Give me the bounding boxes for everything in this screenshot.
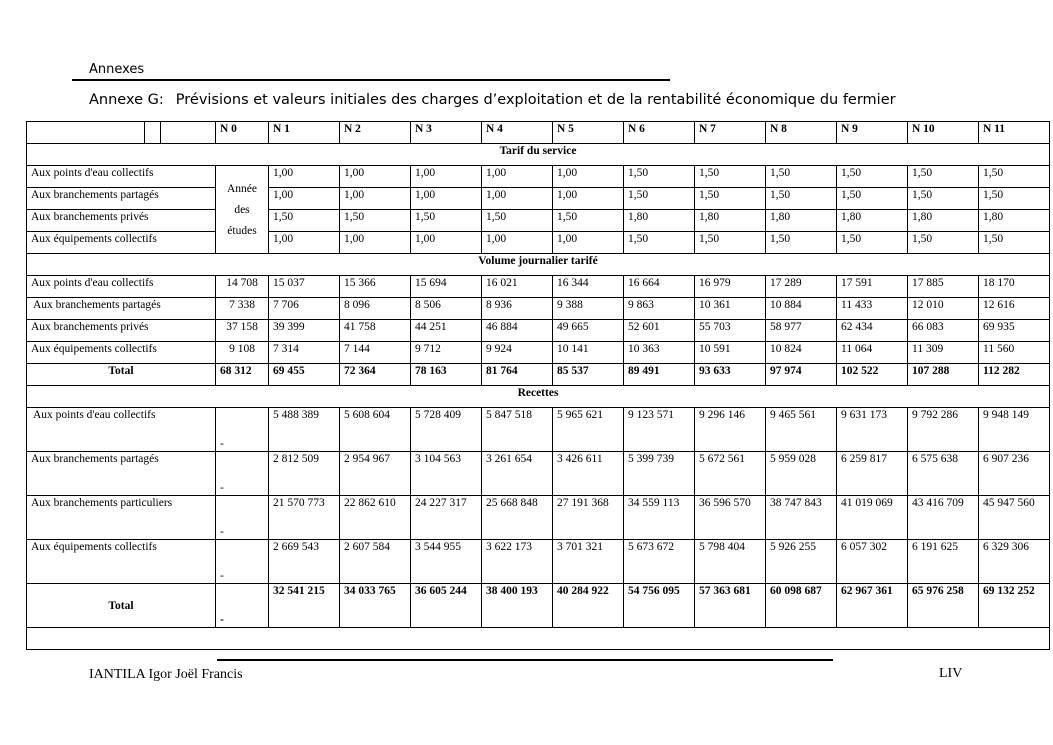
table-cell: 1,00 <box>553 188 624 210</box>
total-cell: 102 522 <box>837 364 908 386</box>
table-cell: 10 824 <box>766 342 837 364</box>
total-label: Total <box>27 364 216 386</box>
table-cell: 37 158 <box>216 320 269 342</box>
year-header-cell: N 2 <box>340 122 411 144</box>
table-cell: 1,80 <box>908 210 979 232</box>
total-cell: 68 312 <box>216 364 269 386</box>
table-cell: 15 037 <box>269 276 340 298</box>
table-row <box>27 342 1050 364</box>
table-cell: 27 191 368 <box>553 496 624 540</box>
table-cell: 10 361 <box>695 298 766 320</box>
table-cell: 1,80 <box>624 210 695 232</box>
table-cell: 17 591 <box>837 276 908 298</box>
table-cell: 9 792 286 <box>908 408 979 452</box>
table-cell: 1,50 <box>908 166 979 188</box>
table-cell: 1,00 <box>340 166 411 188</box>
table-cell: 8 506 <box>411 298 482 320</box>
study-year-line: Année <box>226 182 257 195</box>
study-year-line: des <box>234 203 250 216</box>
table-cell: 9 108 <box>216 342 269 364</box>
table-cell: 1,80 <box>837 210 908 232</box>
row-label: Aux points d'eau collectifs <box>27 408 216 452</box>
table-cell: 55 703 <box>695 320 766 342</box>
table-row <box>27 408 1050 452</box>
year-header-cell: N 1 <box>269 122 340 144</box>
row-label: Aux équipements collectifs <box>27 540 216 584</box>
row-label: Aux branchements partagés <box>27 298 216 320</box>
table-cell: 1,50 <box>269 210 340 232</box>
table-cell: 17 289 <box>766 276 837 298</box>
total-cell: 40 284 922 <box>553 584 624 628</box>
section-heading-volume: Volume journalier tarifé <box>27 254 1050 276</box>
table-cell: 49 665 <box>553 320 624 342</box>
table-cell: 3 426 611 <box>553 452 624 496</box>
table-cell: 6 575 638 <box>908 452 979 496</box>
table-cell: 1,50 <box>766 166 837 188</box>
table-cell: 1,50 <box>837 232 908 254</box>
table-cell: 11 560 <box>979 342 1050 364</box>
total-cell: 112 282 <box>979 364 1050 386</box>
header-blank-cell <box>27 122 145 144</box>
table-cell: 9 465 561 <box>766 408 837 452</box>
table-cell: 36 596 570 <box>695 496 766 540</box>
annex-title-text: Prévisions et valeurs initiales des charges d’exploitation et de la rentabilité économique du fermier <box>175 92 896 108</box>
total-row-recettes <box>27 584 1050 628</box>
table-cell: 66 083 <box>908 320 979 342</box>
table-cell: 1,00 <box>340 232 411 254</box>
table-cell: 1,80 <box>766 210 837 232</box>
header-blank-cell <box>161 122 216 144</box>
table-cell: 1,00 <box>269 232 340 254</box>
table-cell: 1,50 <box>979 166 1050 188</box>
table-cell: 41 019 069 <box>837 496 908 540</box>
table-cell: 3 622 173 <box>482 540 553 584</box>
table-cell: 1,00 <box>269 166 340 188</box>
table-cell: 6 057 302 <box>837 540 908 584</box>
table-row <box>27 298 1050 320</box>
table-cell: 21 570 773 <box>269 496 340 540</box>
year-header-cell: N 8 <box>766 122 837 144</box>
table-cell: 15 366 <box>340 276 411 298</box>
table-cell: 2 812 509 <box>269 452 340 496</box>
table-cell: 15 694 <box>411 276 482 298</box>
annex-title-label: Annexe G: <box>89 92 164 108</box>
table-cell: - <box>216 496 269 540</box>
table-cell: 2 954 967 <box>340 452 411 496</box>
study-year-line: études <box>227 224 257 237</box>
row-label: Aux branchements particuliers <box>27 496 216 540</box>
table-cell: 34 559 113 <box>624 496 695 540</box>
table-cell: 1,50 <box>837 166 908 188</box>
total-cell: 57 363 681 <box>695 584 766 628</box>
year-header-cell: N 7 <box>695 122 766 144</box>
table-cell: 69 935 <box>979 320 1050 342</box>
page-number: LIV <box>939 666 963 681</box>
table-cell: 10 591 <box>695 342 766 364</box>
total-cell: 69 132 252 <box>979 584 1050 628</box>
table-row <box>27 496 1050 540</box>
table-cell: 5 672 561 <box>695 452 766 496</box>
empty-row <box>27 628 1050 650</box>
table-cell: 8 096 <box>340 298 411 320</box>
table-cell: 12 616 <box>979 298 1050 320</box>
table-cell: 62 434 <box>837 320 908 342</box>
table-cell: 1,50 <box>624 188 695 210</box>
table-cell: 9 123 571 <box>624 408 695 452</box>
table-cell: 1,50 <box>908 188 979 210</box>
table-row <box>27 540 1050 584</box>
row-label: Aux branchements partagés <box>27 452 216 496</box>
table-cell: 10 141 <box>553 342 624 364</box>
table-cell: 1,50 <box>340 210 411 232</box>
table-cell: 1,50 <box>695 166 766 188</box>
year-header-cell: N 9 <box>837 122 908 144</box>
table-cell: 7 144 <box>340 342 411 364</box>
table-cell: 2 669 543 <box>269 540 340 584</box>
table-cell: 5 399 739 <box>624 452 695 496</box>
table-cell: 6 259 817 <box>837 452 908 496</box>
total-cell: 38 400 193 <box>482 584 553 628</box>
table-cell: 11 064 <box>837 342 908 364</box>
table-cell: 1,50 <box>553 210 624 232</box>
table-cell: 1,50 <box>624 166 695 188</box>
table-cell: 9 388 <box>553 298 624 320</box>
table-cell: 5 965 621 <box>553 408 624 452</box>
table-cell: 5 608 604 <box>340 408 411 452</box>
table-cell: 7 314 <box>269 342 340 364</box>
table-cell: 3 701 321 <box>553 540 624 584</box>
section-heading-recettes: Recettes <box>27 386 1050 408</box>
year-header-cell: N 5 <box>553 122 624 144</box>
total-cell: 62 967 361 <box>837 584 908 628</box>
table-cell: 41 758 <box>340 320 411 342</box>
table-cell: 10 363 <box>624 342 695 364</box>
table-cell: 1,50 <box>411 210 482 232</box>
total-cell: 81 764 <box>482 364 553 386</box>
table-cell: 44 251 <box>411 320 482 342</box>
section-heading-tarif: Tarif du service <box>27 144 1050 166</box>
total-cell: 78 163 <box>411 364 482 386</box>
header-rule <box>72 79 670 81</box>
table-row <box>27 232 1050 254</box>
table-cell: 1,00 <box>482 166 553 188</box>
table-cell: 1,00 <box>269 188 340 210</box>
table-cell: - <box>216 408 269 452</box>
table-cell: 1,50 <box>482 210 553 232</box>
table-row <box>27 188 1050 210</box>
table-cell: 18 170 <box>979 276 1050 298</box>
table-cell: 5 959 028 <box>766 452 837 496</box>
table-cell: 8 936 <box>482 298 553 320</box>
year-header-cell: N 3 <box>411 122 482 144</box>
total-cell: 69 455 <box>269 364 340 386</box>
table-cell: 1,00 <box>340 188 411 210</box>
total-cell: 85 537 <box>553 364 624 386</box>
table-cell: 1,50 <box>766 188 837 210</box>
year-header-cell: N 10 <box>908 122 979 144</box>
table-cell: 1,50 <box>979 188 1050 210</box>
table-cell: 9 924 <box>482 342 553 364</box>
table-cell: 9 863 <box>624 298 695 320</box>
table-cell: 16 979 <box>695 276 766 298</box>
table-cell: 16 344 <box>553 276 624 298</box>
table-cell: 5 926 255 <box>766 540 837 584</box>
table-cell: 1,80 <box>979 210 1050 232</box>
table-cell: 1,50 <box>766 232 837 254</box>
table-cell: 7 338 <box>216 298 269 320</box>
table-cell: 11 309 <box>908 342 979 364</box>
table-cell: 9 712 <box>411 342 482 364</box>
table-cell: 9 296 146 <box>695 408 766 452</box>
table-cell: 11 433 <box>837 298 908 320</box>
row-label: Aux branchements privés <box>27 320 216 342</box>
table-cell: 1,50 <box>695 232 766 254</box>
table-cell: 5 847 518 <box>482 408 553 452</box>
table-cell: 16 664 <box>624 276 695 298</box>
table-cell: 25 668 848 <box>482 496 553 540</box>
table-row <box>27 276 1050 298</box>
table-cell: 1,00 <box>411 166 482 188</box>
total-cell: 65 976 258 <box>908 584 979 628</box>
table-cell: 5 728 409 <box>411 408 482 452</box>
table-cell: 1,50 <box>979 232 1050 254</box>
total-cell: 34 033 765 <box>340 584 411 628</box>
table-cell: 38 747 843 <box>766 496 837 540</box>
table-cell: 1,00 <box>482 188 553 210</box>
study-year-cell <box>216 166 269 254</box>
table-cell: 1,00 <box>553 166 624 188</box>
table-cell: 16 021 <box>482 276 553 298</box>
annex-title <box>89 92 896 108</box>
year-header-row <box>27 122 1050 144</box>
total-cell: 89 491 <box>624 364 695 386</box>
table-cell: 39 399 <box>269 320 340 342</box>
year-header-cell: N 0 <box>216 122 269 144</box>
header-blank-cell <box>145 122 161 144</box>
year-header-cell: N 4 <box>482 122 553 144</box>
footer-author: IANTILA Igor Joël Francis <box>89 667 243 682</box>
total-cell: 36 605 244 <box>411 584 482 628</box>
total-row-volume <box>27 364 1050 386</box>
row-label: Aux points d'eau collectifs <box>27 166 216 188</box>
table-cell: 45 947 560 <box>979 496 1050 540</box>
footer-rule <box>217 659 833 661</box>
table-cell: 6 329 306 <box>979 540 1050 584</box>
row-label: Aux points d'eau collectifs <box>27 276 216 298</box>
total-cell: 97 974 <box>766 364 837 386</box>
table-cell: 9 631 173 <box>837 408 908 452</box>
table-cell: 1,00 <box>411 188 482 210</box>
table-cell: 1,50 <box>695 188 766 210</box>
table-cell: 1,00 <box>482 232 553 254</box>
header-label: Annexes <box>89 62 145 77</box>
table-cell: 10 884 <box>766 298 837 320</box>
table-cell: 9 948 149 <box>979 408 1050 452</box>
row-label: Aux équipements collectifs <box>27 342 216 364</box>
table-cell: 5 798 404 <box>695 540 766 584</box>
table-cell: 1,50 <box>837 188 908 210</box>
table-cell: 46 884 <box>482 320 553 342</box>
table-cell: 22 862 610 <box>340 496 411 540</box>
total-cell: 32 541 215 <box>269 584 340 628</box>
table-cell: - <box>216 540 269 584</box>
total-cell: 72 364 <box>340 364 411 386</box>
table-cell: 2 607 584 <box>340 540 411 584</box>
table-cell: 1,50 <box>624 232 695 254</box>
table-cell: 14 708 <box>216 276 269 298</box>
table-cell: 7 706 <box>269 298 340 320</box>
table-row <box>27 210 1050 232</box>
table-cell: 1,00 <box>553 232 624 254</box>
table-cell: 3 261 654 <box>482 452 553 496</box>
table-row <box>27 166 1050 188</box>
forecast-table <box>26 121 1050 650</box>
total-cell: 54 756 095 <box>624 584 695 628</box>
year-header-cell: N 11 <box>979 122 1050 144</box>
table-cell: 3 104 563 <box>411 452 482 496</box>
table-cell: - <box>216 452 269 496</box>
table-cell: 17 885 <box>908 276 979 298</box>
table-cell: 5 673 672 <box>624 540 695 584</box>
table-row <box>27 452 1050 496</box>
table-cell: 3 544 955 <box>411 540 482 584</box>
total-cell: - <box>216 584 269 628</box>
table-cell: 6 907 236 <box>979 452 1050 496</box>
table-cell: 52 601 <box>624 320 695 342</box>
total-cell: 93 633 <box>695 364 766 386</box>
table-cell: 1,50 <box>908 232 979 254</box>
total-cell: 60 098 687 <box>766 584 837 628</box>
table-cell: 1,00 <box>411 232 482 254</box>
row-label: Aux branchements partagés <box>27 188 216 210</box>
table-cell: 6 191 625 <box>908 540 979 584</box>
table-cell: 58 977 <box>766 320 837 342</box>
row-label: Aux équipements collectifs <box>27 232 216 254</box>
table-row <box>27 320 1050 342</box>
table-cell: 5 488 389 <box>269 408 340 452</box>
table-cell: 12 010 <box>908 298 979 320</box>
table-cell: 1,80 <box>695 210 766 232</box>
total-cell: 107 288 <box>908 364 979 386</box>
row-label: Aux branchements privés <box>27 210 216 232</box>
total-label: Total <box>27 584 216 628</box>
table-cell: 43 416 709 <box>908 496 979 540</box>
table-cell: 24 227 317 <box>411 496 482 540</box>
year-header-cell: N 6 <box>624 122 695 144</box>
